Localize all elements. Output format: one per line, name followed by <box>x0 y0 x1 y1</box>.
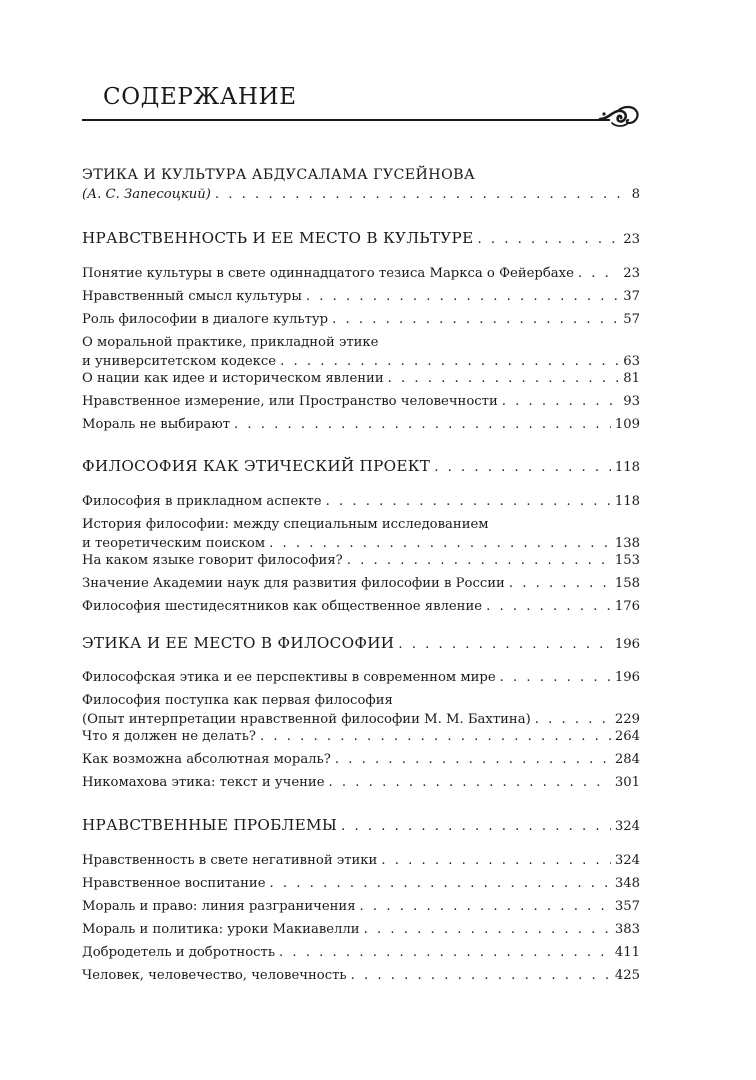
toc-entry[interactable] <box>82 773 640 792</box>
entry-title-text: Мораль не выбирают <box>82 417 231 432</box>
entry-title-text: Значение Академии наук для развития философии в России <box>82 576 505 591</box>
entry-title-text: Нравственное воспитание <box>82 876 266 891</box>
page-number: 118 <box>614 460 640 475</box>
toc-entry[interactable] <box>82 897 640 916</box>
section-entry[interactable] <box>82 229 640 249</box>
entry-last-line <box>82 851 640 870</box>
toc-entry[interactable] <box>82 551 640 570</box>
page-number: 81 <box>623 371 640 386</box>
toc-entry[interactable] <box>82 287 640 306</box>
entry-last-line <box>82 750 640 769</box>
leader-dots <box>381 851 611 870</box>
leader-dots <box>329 773 611 792</box>
title-rule <box>82 119 610 121</box>
entry-title-line: Философия поступка как первая философия <box>82 693 393 708</box>
leader-dots <box>270 874 611 893</box>
page-number: 57 <box>623 312 640 327</box>
entry-title-text: Философия шестидесятников как общественное явление <box>82 599 483 614</box>
toc-entry[interactable] <box>82 369 640 388</box>
entry-last-line <box>82 966 640 985</box>
leader-dots <box>347 551 611 570</box>
page-number: 264 <box>614 729 640 744</box>
page-number: 383 <box>614 922 640 937</box>
page-number: 23 <box>623 266 640 281</box>
entry-last-line <box>82 492 640 511</box>
page-number: 324 <box>614 819 640 834</box>
page-number: 425 <box>614 968 640 983</box>
entry-title-text: Философская этика и ее перспективы в современном мире <box>82 670 496 685</box>
section-entry[interactable] <box>82 816 640 836</box>
entry-title-text: Нравственный смысл культуры <box>82 289 302 304</box>
entry-title-text: Понятие культуры в свете одиннадцатого тезиса Маркса о Фейербахе <box>82 266 574 281</box>
section-entry[interactable] <box>82 634 640 654</box>
leader-dots <box>500 668 611 687</box>
page-number: 23 <box>623 232 640 247</box>
section-entry[interactable] <box>82 457 640 477</box>
entry-title-text: Роль философии в диалоге культур <box>82 312 329 327</box>
entry-title-text: Мораль и право: линия разграничения <box>82 899 356 914</box>
entry-last-line <box>82 874 640 893</box>
leader-dots <box>306 287 619 306</box>
toc-entry[interactable] <box>82 333 640 371</box>
entry-title-line: О моральной практике, прикладной этике <box>82 335 379 350</box>
entry-last-line <box>82 943 640 962</box>
page-number: 118 <box>614 494 640 509</box>
entry-title-text: ФИЛОСОФИЯ КАК ЭТИЧЕСКИЙ ПРОЕКТ <box>82 457 431 475</box>
page-number: 93 <box>623 394 640 409</box>
entry-title-text: Как возможна абсолютная мораль? <box>82 752 331 767</box>
leader-dots <box>502 392 619 411</box>
toc-entry[interactable] <box>82 515 640 553</box>
page-number: 357 <box>614 899 640 914</box>
entry-title-text: НРАВСТВЕННЫЕ ПРОБЛЕМЫ <box>82 816 338 834</box>
entry-title-text: На каком языке говорит философия? <box>82 553 343 568</box>
page-number: 196 <box>614 637 640 652</box>
entry-last-line <box>82 415 640 434</box>
leader-dots <box>364 920 611 939</box>
flourish-icon <box>598 102 640 130</box>
page-number: 109 <box>614 417 640 432</box>
page-number: 196 <box>614 670 640 685</box>
leader-dots <box>335 750 611 769</box>
leader-dots <box>398 635 610 654</box>
entry-last-line <box>82 229 640 249</box>
toc-entry[interactable] <box>82 668 640 687</box>
leader-dots <box>332 310 619 329</box>
leader-dots <box>351 966 611 985</box>
page-number: 138 <box>614 536 640 551</box>
entry-title-text: (Опыт интерпретации нравственной философии М. М. Бахтина) <box>82 712 531 727</box>
toc-entry[interactable] <box>82 727 640 746</box>
entry-title-text: Философия в прикладном аспекте <box>82 494 322 509</box>
entry-title-text: и теоретическим поиском <box>82 536 266 551</box>
toc-entry[interactable] <box>82 920 640 939</box>
toc-entry[interactable] <box>82 310 640 329</box>
toc-entry[interactable] <box>82 415 640 434</box>
leader-dots <box>215 185 628 204</box>
page-number: 158 <box>614 576 640 591</box>
leader-dots <box>326 492 611 511</box>
page-number: 324 <box>614 853 640 868</box>
page-number: 348 <box>614 876 640 891</box>
leader-dots <box>279 943 611 962</box>
page-number: 301 <box>614 775 640 790</box>
page-number: 37 <box>623 289 640 304</box>
toc-entry[interactable] <box>82 943 640 962</box>
toc-entry[interactable] <box>82 264 640 283</box>
leader-dots <box>477 230 619 249</box>
entry-last-line <box>82 727 640 746</box>
page-number: 153 <box>614 553 640 568</box>
toc-entry[interactable] <box>82 597 640 616</box>
toc-entry[interactable] <box>82 750 640 769</box>
entry-title-text: Нравственность в свете негативной этики <box>82 853 378 868</box>
entry-title-text: ЭТИКА И ЕЕ МЕСТО В ФИЛОСОФИИ <box>82 634 395 652</box>
entry-last-line <box>82 369 640 388</box>
entry-last-line <box>82 634 640 654</box>
leader-dots <box>509 574 611 593</box>
entry-title-text: НРАВСТВЕННОСТЬ И ЕЕ МЕСТО В КУЛЬТУРЕ <box>82 229 474 247</box>
entry-last-line <box>82 920 640 939</box>
leader-dots <box>434 458 611 477</box>
entry-title-text: О нации как идее и историческом явлении <box>82 371 384 386</box>
toc-entry[interactable] <box>82 691 640 729</box>
toc-entry[interactable] <box>82 392 640 411</box>
toc-entry[interactable] <box>82 851 640 870</box>
entry-title-text: Добродетель и добротность <box>82 945 276 960</box>
leader-dots <box>578 264 619 283</box>
intro-entry[interactable] <box>82 166 640 204</box>
toc-entry[interactable] <box>82 874 640 893</box>
entry-last-line <box>82 310 640 329</box>
entry-last-line <box>82 392 640 411</box>
page-number: 411 <box>614 945 640 960</box>
entry-title-text: Мораль и политика: уроки Макиавелли <box>82 922 360 937</box>
leader-dots <box>341 817 611 836</box>
page-number: 284 <box>614 752 640 767</box>
page-number: 8 <box>631 187 640 202</box>
page-title: СОДЕРЖАНИЕ <box>103 84 297 110</box>
entry-last-line <box>82 597 640 616</box>
leader-dots <box>234 415 611 434</box>
entry-last-line <box>82 574 640 593</box>
page-number: 229 <box>614 712 640 727</box>
page-number: 63 <box>623 354 640 369</box>
entry-last-line <box>82 816 640 836</box>
leader-dots <box>388 369 620 388</box>
entry-last-line <box>82 551 640 570</box>
entry-last-line <box>82 897 640 916</box>
page-number: 176 <box>614 599 640 614</box>
toc-entry[interactable] <box>82 574 640 593</box>
intro-author: (А. С. Запесоцкий) <box>82 187 211 202</box>
entry-title-text: Что я должен не делать? <box>82 729 256 744</box>
entry-title-text: Никомахова этика: текст и учение <box>82 775 325 790</box>
entry-last-line <box>82 287 640 306</box>
entry-last-line <box>82 457 640 477</box>
entry-last-line <box>82 264 640 283</box>
leader-dots <box>360 897 611 916</box>
entry-title-text: Нравственное измерение, или Пространство человечности <box>82 394 498 409</box>
intro-last-line <box>82 185 640 204</box>
intro-title: ЭТИКА И КУЛЬТУРА АБДУСАЛАМА ГУСЕЙНОВА <box>82 167 476 183</box>
entry-last-line <box>82 668 640 687</box>
entry-title-text: и университетском кодексе <box>82 354 277 369</box>
entry-last-line <box>82 773 640 792</box>
leader-dots <box>260 727 611 746</box>
entry-title-text: Человек, человечество, человечность <box>82 968 347 983</box>
toc-entry[interactable] <box>82 966 640 985</box>
entry-title-line: История философии: между специальным исследованием <box>82 517 489 532</box>
leader-dots <box>486 597 611 616</box>
toc-entry[interactable] <box>82 492 640 511</box>
